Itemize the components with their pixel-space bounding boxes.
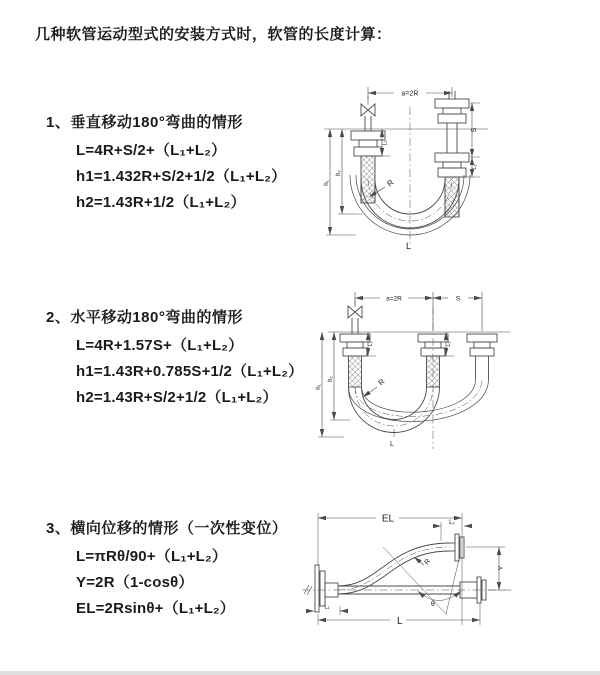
section-3-formulas	[76, 544, 287, 622]
formula-h2: h2=1.43R+1/2（L₁+L₂）	[76, 194, 246, 211]
hose-u-bend	[349, 380, 489, 433]
diagram-vertical-180-bend	[310, 83, 530, 255]
section-1-formulas	[76, 138, 286, 216]
braided-hose-section	[349, 356, 362, 387]
valve-icon	[348, 301, 362, 318]
radius-leader-line	[414, 557, 424, 565]
dim-label-l2: L₂	[449, 520, 455, 526]
dim-label-y: Y	[498, 565, 505, 571]
dim-label-l1: L₁	[324, 604, 330, 611]
angle-theta-label: θ	[431, 601, 435, 608]
dim-label-a2r: a=2R	[386, 295, 402, 303]
section-2-heading: 2、水平移动180°弯曲的情形	[46, 309, 243, 326]
dim-label-s: S	[455, 295, 461, 303]
left-flange-fitting	[340, 334, 370, 387]
dim-label-l: L	[397, 616, 403, 627]
dim-label-el: EL	[381, 513, 395, 525]
dim-h1-lines	[326, 129, 356, 235]
right-flange-fitting	[467, 334, 497, 380]
drawing-lines	[324, 87, 488, 245]
section-3-heading: 3、横向位移的情形（一次性变位）	[46, 520, 288, 537]
dim-label-h1: h₁	[316, 384, 322, 390]
dim-label-l2: L₂	[446, 341, 452, 347]
diagram-lateral-displacement	[300, 507, 600, 642]
length-label: L	[390, 441, 394, 448]
formula-y: Y=2R（1-cosθ）	[76, 574, 194, 591]
diagram-labels	[324, 514, 505, 628]
formula-h2: h2=1.43R+S/2+1/2（L₁+L₂）	[76, 389, 278, 406]
drawing-lines	[302, 513, 512, 625]
formula-length: L=4R+1.57S+（L₁+L₂）	[76, 337, 244, 354]
valve-icon	[361, 96, 375, 116]
dim-label-l2: L₂	[472, 164, 478, 170]
angle-construction	[383, 547, 461, 614]
radius-label: R	[423, 557, 433, 567]
radius-label: R	[376, 376, 387, 388]
length-label: L	[406, 241, 412, 251]
dim-label-l1: L₁	[382, 140, 389, 146]
formula-length: L=4R+S/2+（L₁+L₂）	[76, 142, 227, 159]
section-2-formulas	[76, 333, 303, 411]
right-flange-fitting	[435, 91, 469, 217]
page-title: 几种软管运动型式的安装方式时，软管的长度计算：	[35, 26, 392, 43]
section-vertical-movement	[46, 112, 286, 216]
dim-label-s: S	[471, 127, 478, 133]
formula-h1: h1=1.43R+0.785S+1/2（L₁+L₂）	[76, 363, 304, 380]
dim-label-a2r: a=2R	[401, 90, 419, 98]
section-lateral-displacement	[46, 518, 287, 622]
diagram-horizontal-180-bend	[310, 287, 540, 459]
top-dim-lines	[355, 292, 482, 331]
formula-length: L=πRθ/90+（L₁+L₂）	[76, 548, 228, 565]
left-flange-fitting	[351, 131, 385, 203]
dim-label-h1: h₁	[324, 180, 330, 186]
radius-leader-line	[363, 387, 377, 397]
formula-h1: h1=1.432R+S/2+1/2（L₁+L₂）	[76, 168, 287, 185]
dim-label-l1: L₁	[368, 341, 374, 347]
section-1-heading: 1、垂直移动180°弯曲的情形	[46, 114, 243, 131]
section-horizontal-movement	[46, 307, 303, 411]
dim-label-h2: h₂	[328, 376, 334, 382]
formula-el: EL=2Rsinθ+（L₁+L₂）	[76, 600, 235, 617]
radius-label: R	[385, 177, 396, 189]
dim-label-h2: h₂	[336, 170, 342, 176]
page-bottom-edge	[0, 671, 600, 675]
drawing-lines	[318, 292, 510, 449]
